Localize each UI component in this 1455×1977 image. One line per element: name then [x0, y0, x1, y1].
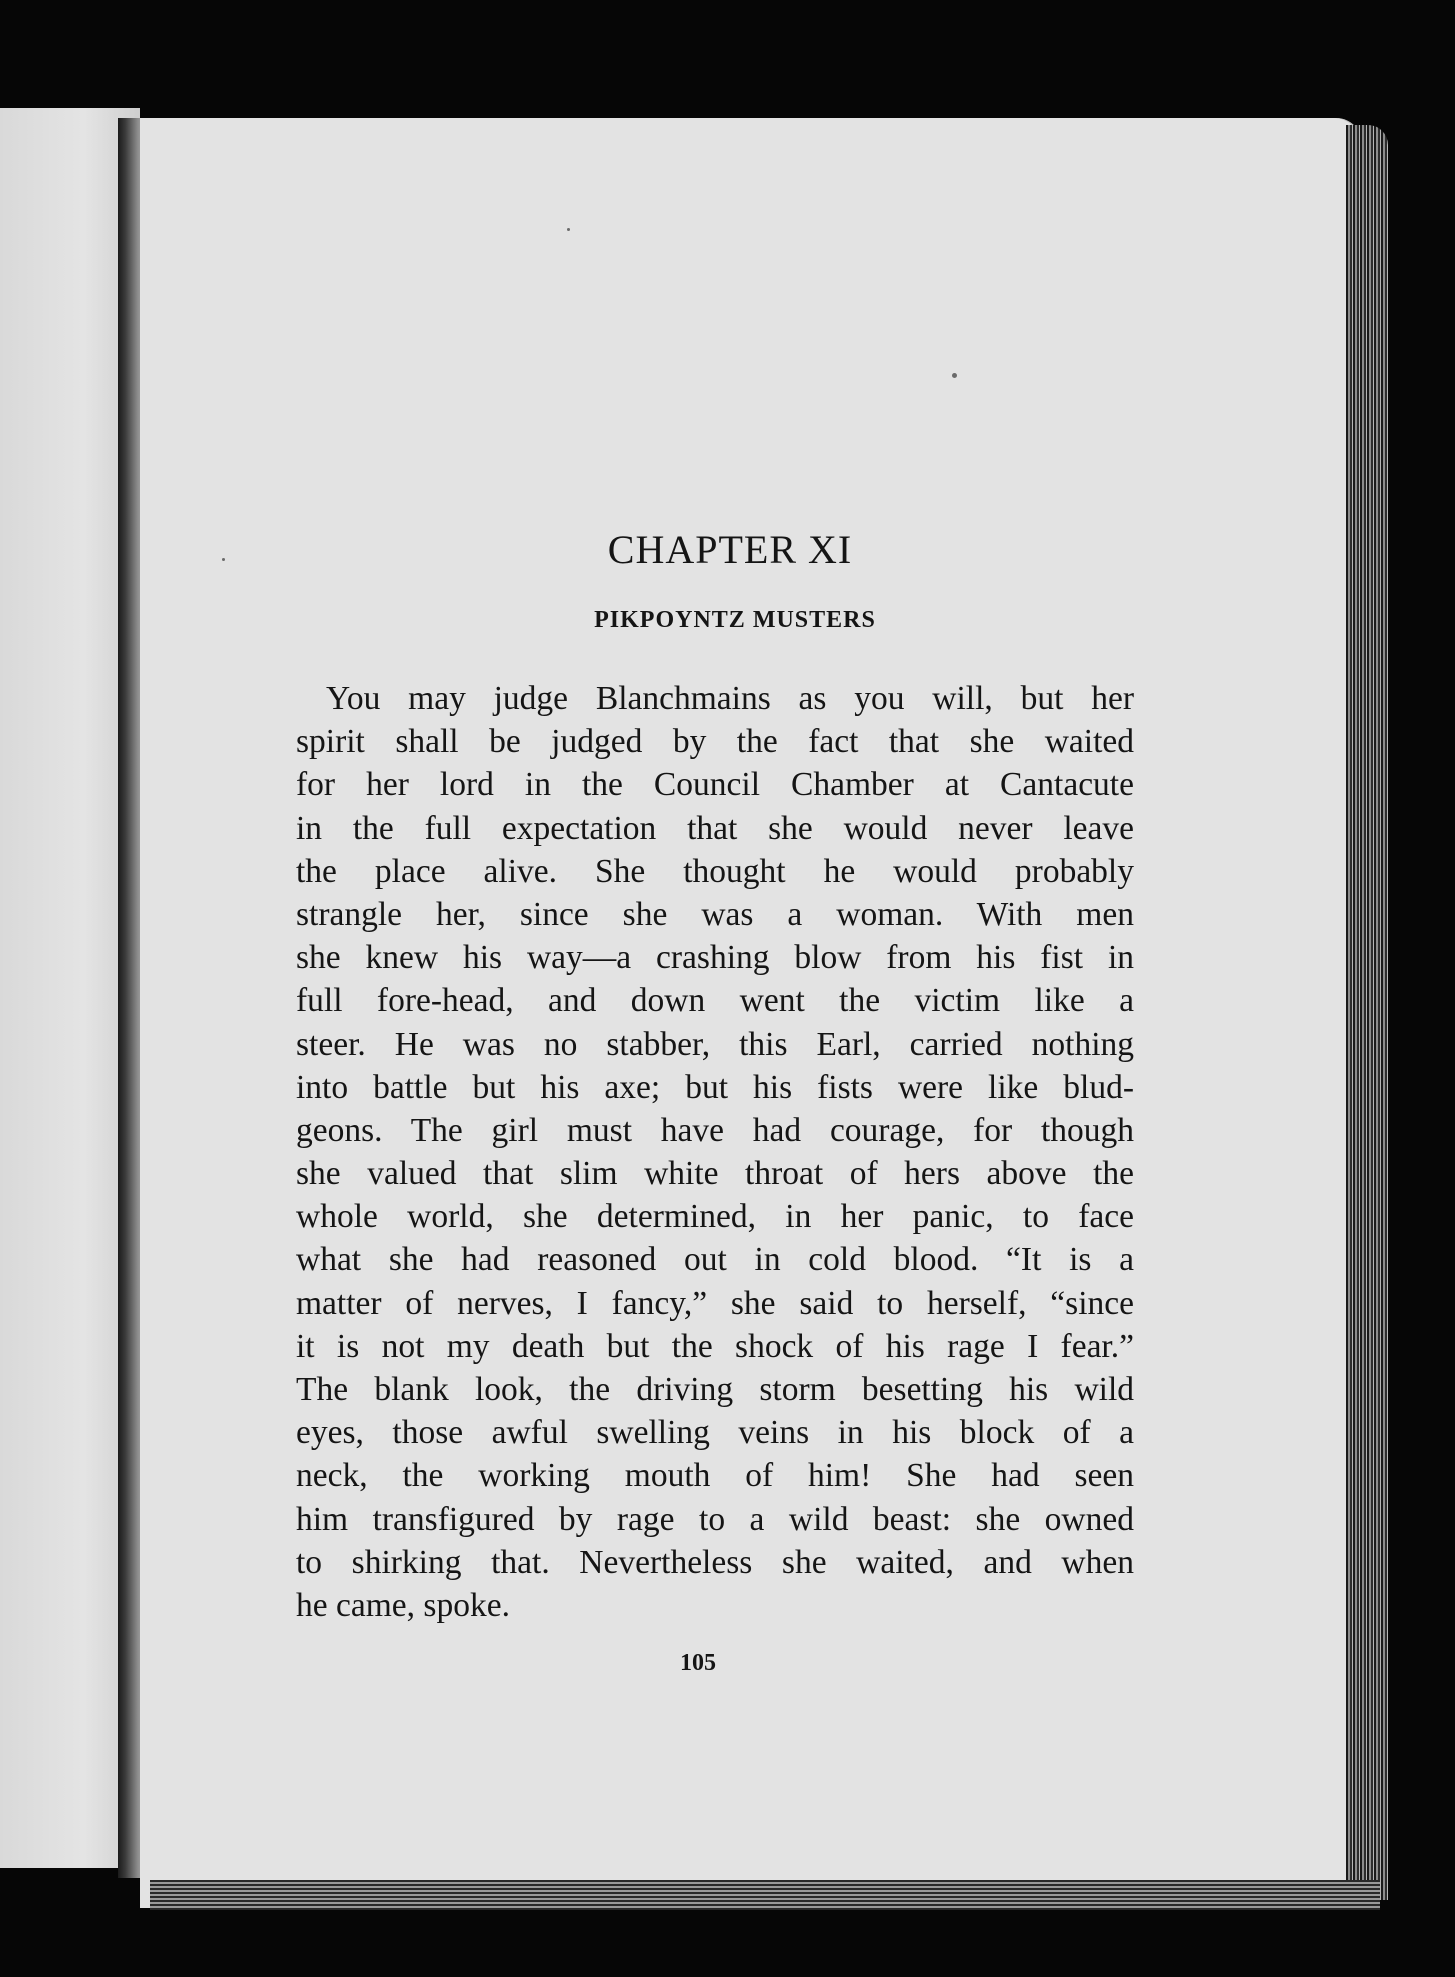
bottom-page-edges — [150, 1880, 1380, 1910]
text-line: matter of nerves, I fancy,” she said to herself, “since — [296, 1284, 1134, 1322]
dust-speck — [567, 228, 570, 231]
page-text — [296, 525, 1134, 1627]
text-line: she knew his way—a crashing blow from his fist in — [296, 939, 1134, 977]
text-line: the place alive. She thought he would probably — [296, 852, 1134, 890]
text-line: what she had reasoned out in cold blood. “It is a — [296, 1241, 1134, 1279]
text-line: it is not my death but the shock of his rage I fear.” — [296, 1327, 1134, 1365]
text-line: geons. The girl must have had courage, for though — [296, 1111, 1134, 1149]
text-line: full fore-head, and down went the victim like a — [296, 982, 1134, 1020]
page-edge-stack — [1346, 125, 1388, 1900]
text-line: spirit shall be judged by the fact that she waited — [296, 723, 1134, 761]
text-line: neck, the working mouth of him! She had seen — [296, 1457, 1134, 1495]
text-line: in the full expectation that she would never leave — [296, 809, 1134, 847]
chapter-subtitle: PIKPOYNTZ MUSTERS — [594, 607, 876, 633]
body-paragraph — [296, 677, 1134, 1627]
text-line: for her lord in the Council Chamber at Cantacute — [296, 766, 1134, 804]
text-line: steer. He was no stabber, this Earl, carried nothing — [296, 1025, 1134, 1063]
text-line: to shirking that. Nevertheless she waited, and when — [296, 1543, 1134, 1581]
text-line: she valued that slim white throat of hers above the — [296, 1155, 1134, 1193]
chapter-heading: CHAPTER XI — [607, 527, 853, 572]
text-line: into battle but his axe; but his fists were like blud- — [296, 1068, 1134, 1106]
dust-speck — [952, 373, 957, 378]
text-line: whole world, she determined, in her panic, to face — [296, 1198, 1134, 1236]
text-line: You may judge Blanchmains as you will, but her — [326, 680, 1134, 717]
text-line: him transfigured by rage to a wild beast: she owned — [296, 1500, 1134, 1538]
text-line: strangle her, since she was a woman. With men — [296, 895, 1134, 933]
text-line: he came, spoke. — [296, 1586, 510, 1624]
dust-speck — [222, 558, 225, 561]
text-line: The blank look, the driving storm besetting his wild — [296, 1371, 1134, 1408]
page-number: 105 — [680, 1650, 716, 1676]
text-line: eyes, those awful swelling veins in his block of a — [296, 1414, 1134, 1452]
